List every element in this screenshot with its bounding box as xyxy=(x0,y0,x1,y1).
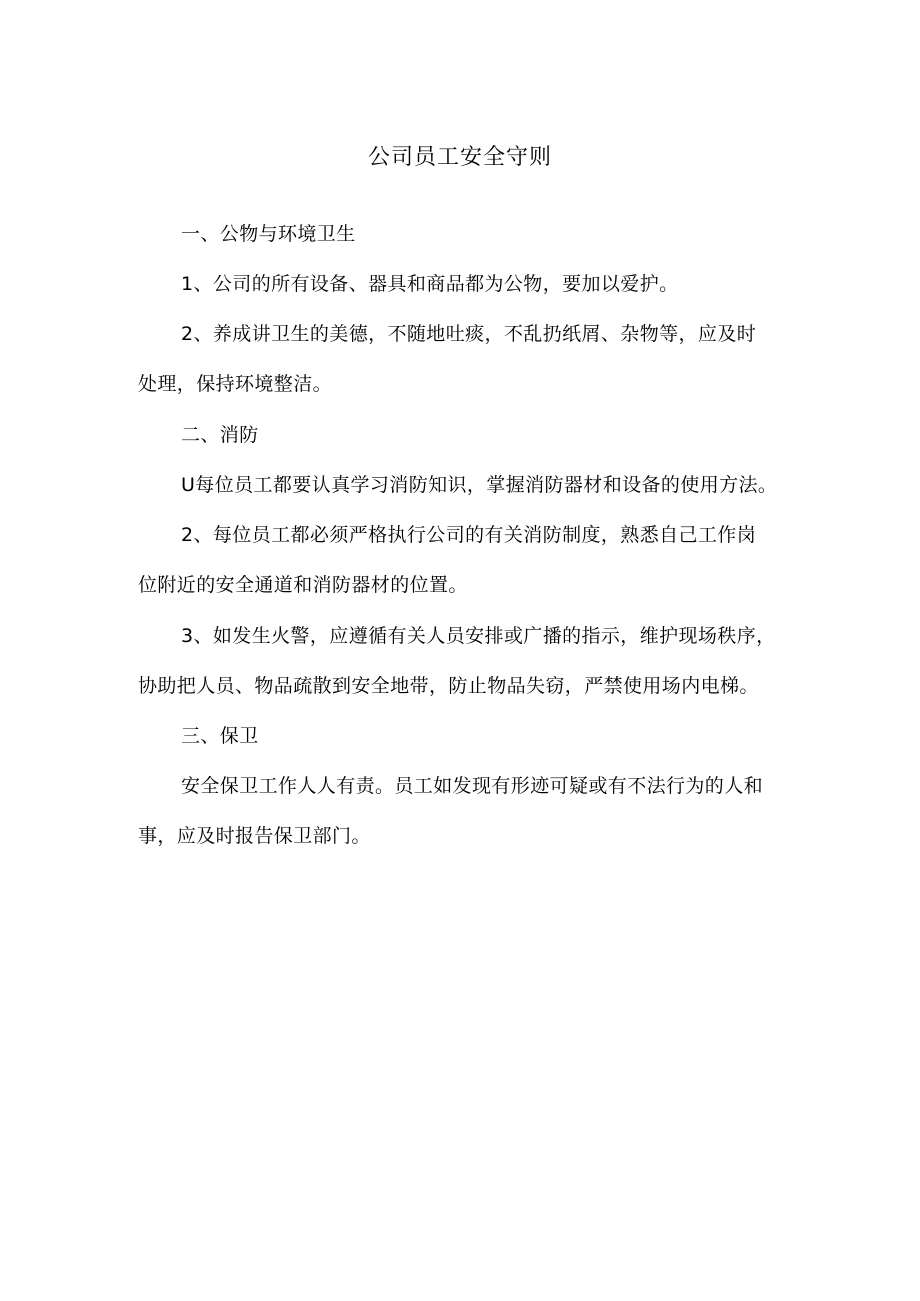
paragraph-line: 事，应及时报告保卫部门。 xyxy=(138,825,371,847)
paragraph-line: 2、每位员工都必须严格执行公司的有关消防制度，熟悉自己工作岗 xyxy=(181,524,757,546)
paragraph-line: 安全保卫工作人人有责。员工如发现有形迹可疑或有不法行为的人和 xyxy=(181,775,764,797)
paragraph-line: U每位员工都要认真学习消防知识，掌握消防器材和设备的使用方法。 xyxy=(181,474,778,496)
section-heading-fire: 二、消防 xyxy=(181,424,259,446)
section-heading-hygiene: 一、公物与环境卫生 xyxy=(181,223,356,245)
paragraph-line: 位附近的安全通道和消防器材的位置。 xyxy=(138,574,468,596)
paragraph-line: 2、养成讲卫生的美德，不随地吐痰，不乱扔纸屑、杂物等，应及时 xyxy=(181,323,757,345)
paragraph-line: 1、公司的所有设备、器具和商品都为公物，要加以爱护。 xyxy=(181,273,679,295)
paragraph-line: 处理，保持环境整洁。 xyxy=(138,373,333,395)
section-heading-security: 三、保卫 xyxy=(181,725,259,747)
document-title: 公司员工安全守则 xyxy=(367,145,552,170)
paragraph-line: 3、如发生火警，应遵循有关人员安排或广播的指示，维护现场秩序， xyxy=(181,625,776,647)
paragraph-line: 协助把人员、物品疏散到安全地带，防止物品失窃，严禁使用场内电梯。 xyxy=(138,675,759,697)
